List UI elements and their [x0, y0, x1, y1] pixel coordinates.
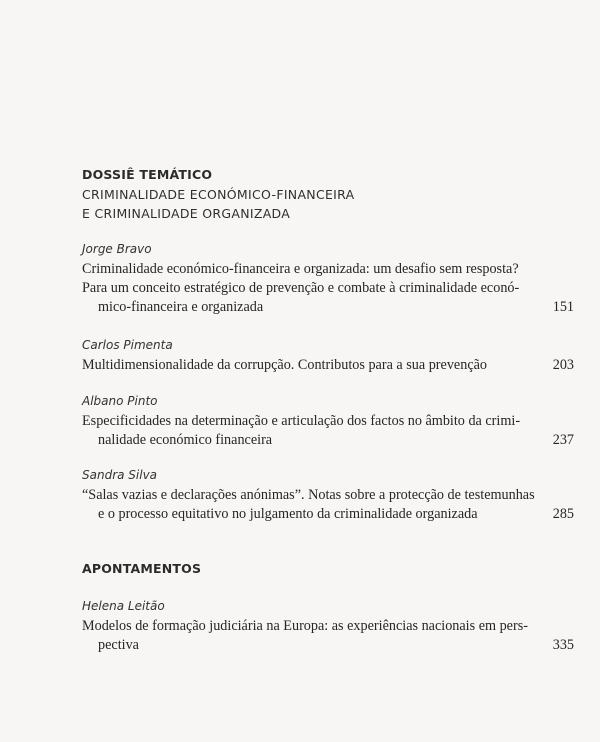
- item-title-line: e o processo equitativo no julgamento da criminalidade organizada: [98, 506, 478, 522]
- section-title-dossie: DOSSIÊ TEMÁTICO: [82, 167, 213, 182]
- toc-entry: [82, 241, 574, 317]
- toc-entry: [82, 337, 574, 375]
- item-title-line: Multidimensionalidade da corrupção. Contributos para a sua prevenção: [82, 357, 488, 373]
- toc-entry: [82, 467, 574, 524]
- toc-item: [82, 486, 574, 524]
- item-title-line: Criminalidade económico-financeira e organizada: um desafio sem resposta?: [82, 261, 519, 277]
- page-number: 285: [552, 506, 574, 522]
- item-title-line: Especificidades na determinação e articulação dos factos no âmbito da crimi-: [82, 413, 521, 429]
- entry-author: Sandra Silva: [82, 468, 158, 482]
- toc-item: [82, 279, 574, 317]
- page-number: 237: [552, 432, 574, 448]
- page-number: 335: [552, 637, 574, 653]
- item-title-line: Modelos de formação judiciária na Europa: as experiências nacionais em pers-: [82, 618, 528, 634]
- entry-author: Albano Pinto: [82, 394, 158, 408]
- item-title-line: nalidade económico financeira: [98, 432, 273, 448]
- toc-item: [82, 356, 574, 375]
- page-number: 151: [552, 299, 574, 315]
- toc-item: [82, 412, 574, 450]
- section-subtitle-line-1: CRIMINALIDADE ECONÓMICO-FINANCEIRA: [82, 187, 355, 202]
- entry-author: Jorge Bravo: [82, 242, 152, 256]
- entry-author: Helena Leitão: [82, 599, 165, 613]
- toc-item: [82, 617, 574, 655]
- toc-item: [82, 260, 574, 279]
- toc-entry: [82, 393, 574, 450]
- item-title-line: mico-financeira e organizada: [98, 299, 264, 315]
- entry-author: Carlos Pimenta: [82, 338, 173, 352]
- item-title-line: “Salas vazias e declarações anónimas”. Notas sobre a protecção de testemunhas: [82, 487, 535, 503]
- item-title-line: pectiva: [98, 637, 139, 653]
- toc-entry: [82, 598, 574, 655]
- page-number: 203: [552, 357, 574, 373]
- section-title-apontamentos: APONTAMENTOS: [82, 561, 202, 576]
- item-title-line: Para um conceito estratégico de prevenção e combate à criminalidade econó-: [82, 280, 520, 296]
- section-subtitle-line-2: E CRIMINALIDADE ORGANIZADA: [82, 206, 291, 221]
